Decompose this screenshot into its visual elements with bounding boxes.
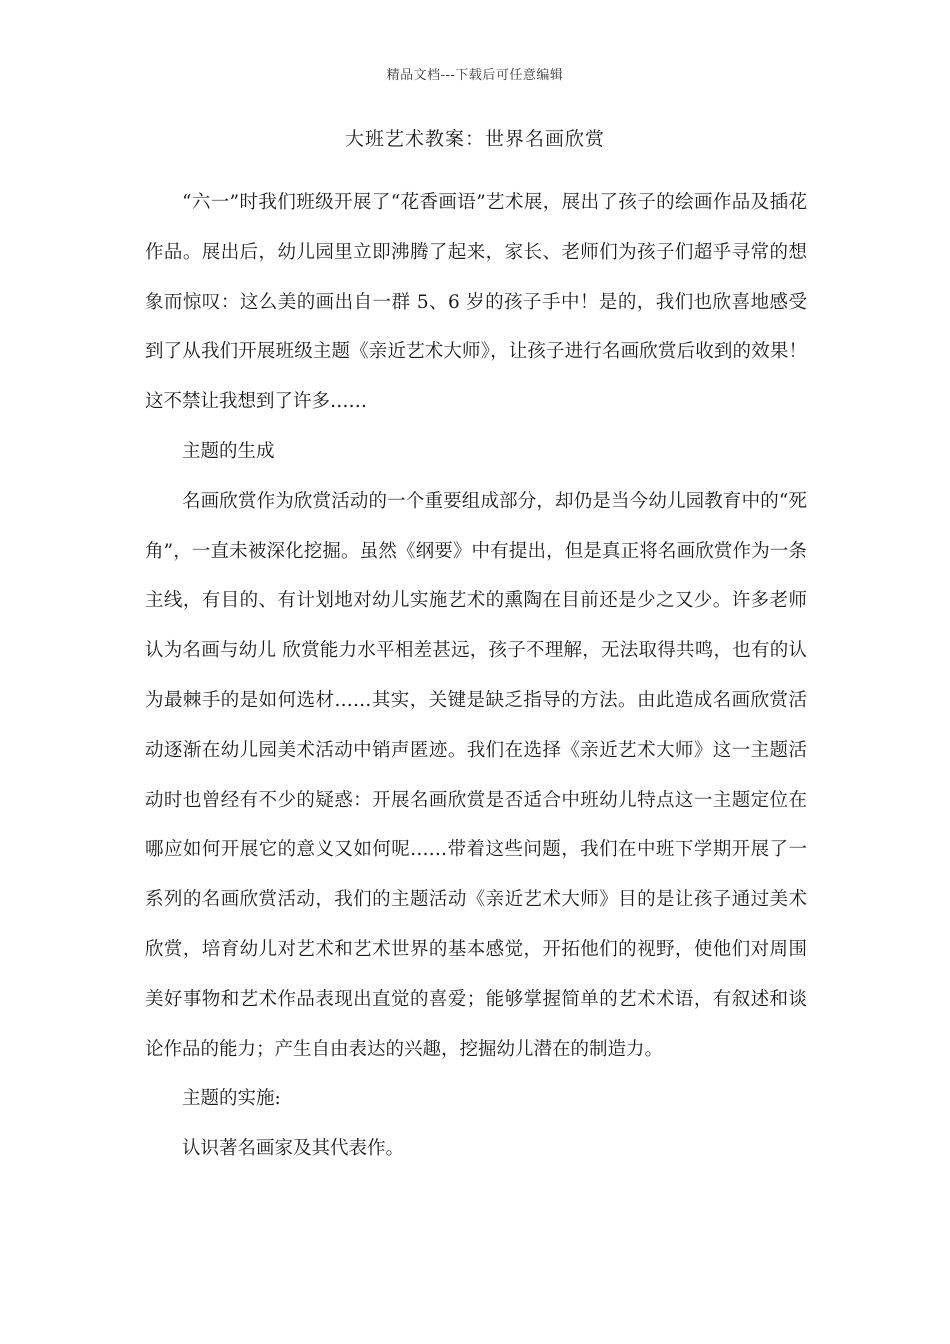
paragraph-intro: “六一”时我们班级开展了“花香画语”艺术展，展出了孩子的绘画作品及插花作品。展出后，幼儿园里立即沸腾了起来，家长、老师们为孩子们超乎寻常的想象而惊叹：这么美的画出自一群 5、6 岁的孩子手中！是的，我们也欣喜地感受到了从我们开展班级主题《亲近艺术大师》，让孩子进行名画欣赏后收到的效果！这不禁让我想到了许多…… [145,192,807,413]
document-title: 大班艺术教案：世界名画欣赏 [344,128,605,150]
paragraph-generation: 名画欣赏作为欣赏活动的一个重要组成部分，却仍是当今幼儿园教育中的“死角”，一直未被深化挖掘。虽然《纲要》中有提出，但是真正将名画欣赏作为一条主线，有目的、有计划地对幼儿实施艺术的熏陶在目前还是少之又少。许多老师认为名画与幼儿 欣赏能力水平相差甚远，孩子不理解，无法取得共鸣，也有的认为最棘手的是如何选材……其实，关键是缺乏指导的方法。由此造成名画欣赏活动逐渐在幼儿园美术活动中销声匿迹。我们在选择《亲近艺术大师》这一主题活动时也曾经有不少的疑惑：开展名画欣赏是否适合中班幼儿特点这一主题定位在哪应如何开展它的意义又如何呢……带着这些问题，我们在中班下学期开展了一系列的名画欣赏活动，我们的主题活动《亲近艺术大师》目的是让孩子通过美术欣赏，培育幼儿对艺术和艺术世界的基本感觉，开拓他们的视野，使他们对周围美好事物和艺术作品表现出直觉的喜爱；能够掌握简单的艺术术语，有叙述和谈论作品的能力；产生自由表达的兴趣，挖掘幼儿潜在的制造力。 [145,490,807,1060]
paragraph-implementation: 认识著名画家及其代表作。 [182,1138,405,1160]
document-body [145,178,807,1174]
header-note: 精品文档---下载后可任意编辑 [386,68,564,83]
section-heading-implementation: 主题的实施: [182,1088,281,1110]
section-heading-generation: 主题的生成 [182,440,275,462]
